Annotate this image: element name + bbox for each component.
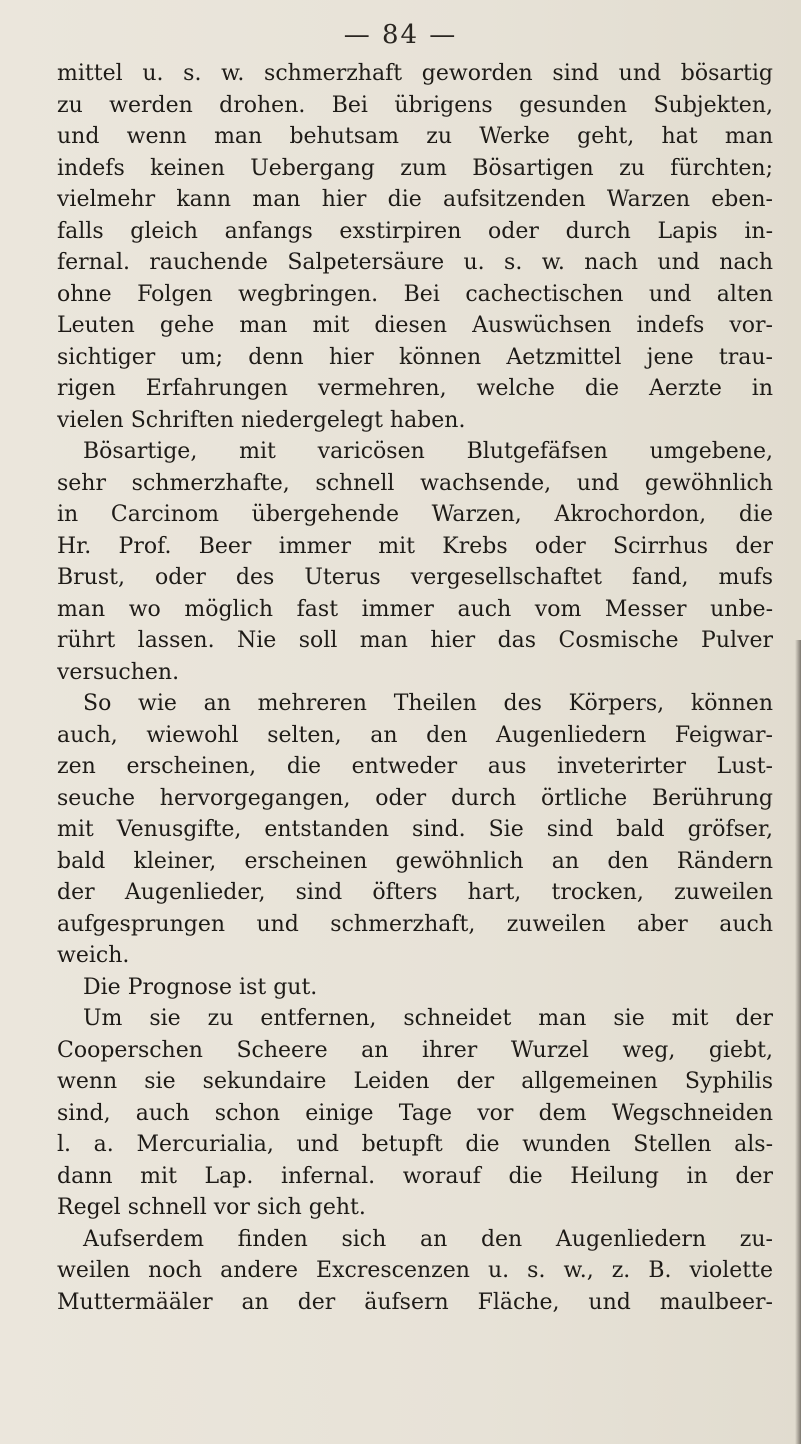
text-line: Muttermääler an der äufsern Fläche, und maulbeer- — [57, 1289, 773, 1315]
text-line: in Carcinom übergehende Warzen, Akrochordon, die — [57, 502, 773, 527]
text-line: indefs keinen Uebergang zum Bösartigen zu fürchten; — [57, 155, 773, 181]
text-line: falls gleich anfangs exstirpiren oder durch Lapis in- — [57, 218, 773, 244]
text-line: man wo möglich fast immer auch vom Messer unbe- — [57, 596, 773, 622]
page-edge-shadow — [795, 640, 801, 1444]
text-line: zen erscheinen, die entweder aus inveterirter Lust- — [57, 754, 773, 779]
text-line: dann mit Lap. infernal. worauf die Heilung in der — [57, 1163, 773, 1189]
text-line: der Augenlieder, sind öfters hart, trocken, zuweilen — [57, 880, 773, 905]
text-line: Um sie zu entfernen, schneidet man sie mit der — [83, 1006, 773, 1031]
text-line: So wie an mehreren Theilen des Körpers, können — [83, 691, 773, 716]
text-line: sind, auch schon einige Tage vor dem Wegschneiden — [57, 1100, 773, 1126]
text-line: Leuten gehe man mit diesen Auswüchsen indefs vor- — [57, 313, 773, 338]
text-line: sehr schmerzhafte, schnell wachsende, und gewöhnlich — [57, 470, 773, 496]
text-line: Cooperschen Scheere an ihrer Wurzel weg, giebt, — [57, 1037, 773, 1063]
text-line: weich. — [57, 943, 130, 968]
text-line: mit Venusgifte, entstanden sind. Sie sind bald gröfser, — [57, 817, 773, 842]
text-line: ohne Folgen wegbringen. Bei cachectischen und alten — [57, 281, 773, 307]
text-line: vielmehr kann man hier die aufsitzenden Warzen eben- — [57, 187, 773, 212]
text-line: rührt lassen. Nie soll man hier das Cosmische Pulver — [57, 628, 773, 653]
text-line: aufgesprungen und schmerzhaft, zuweilen aber auch — [57, 911, 773, 937]
text-line: vielen Schriften niedergelegt haben. — [57, 407, 466, 433]
text-line: Die Prognose ist gut. — [83, 974, 318, 1000]
body-text — [57, 58, 773, 1318]
page-number: — 84 — — [343, 20, 458, 50]
text-line: Regel schnell vor sich geht. — [57, 1195, 366, 1220]
text-line: Brust, oder des Uterus vergesellschaftet fand, mufs — [57, 565, 773, 590]
text-line: fernal. rauchende Salpetersäure u. s. w. nach und nach — [57, 250, 773, 275]
text-line: rigen Erfahrungen vermehren, welche die Aerzte in — [57, 376, 773, 401]
text-line: zu werden drohen. Bei übrigens gesunden Subjekten, — [57, 92, 773, 118]
text-line: l. a. Mercurialia, und betupft die wunden Stellen als- — [57, 1132, 773, 1157]
text-line: mittel u. s. w. schmerzhaft geworden sind und bösartig — [57, 61, 773, 86]
text-line: wenn sie sekundaire Leiden der allgemeinen Syphilis — [57, 1069, 773, 1094]
text-line: und wenn man behutsam zu Werke geht, hat man — [57, 124, 773, 149]
text-line: sichtiger um; denn hier können Aetzmittel jene trau- — [57, 344, 773, 370]
text-line: versuchen. — [57, 659, 180, 685]
text-line: weilen noch andere Excrescenzen u. s. w., z. B. violette — [57, 1258, 773, 1283]
text-line: seuche hervorgegangen, oder durch örtliche Berührung — [57, 785, 773, 811]
text-line: bald kleiner, erscheinen gewöhnlich an den Rändern — [57, 848, 773, 874]
text-line: Hr. Prof. Beer immer mit Krebs oder Scirrhus der — [57, 533, 773, 559]
text-line: Bösartige, mit varicösen Blutgefäfsen umgebene, — [83, 439, 773, 464]
text-line: Aufserdem finden sich an den Augenliedern zu- — [83, 1226, 773, 1252]
text-line: auch, wiewohl selten, an den Augenliedern Feigwar- — [57, 722, 773, 748]
